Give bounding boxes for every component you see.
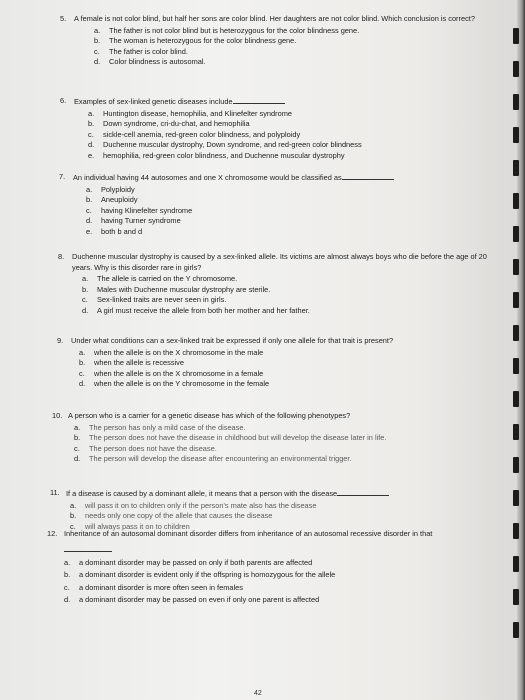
question-number: 5. — [60, 14, 67, 23]
option: b. The person does not have the disease in childhood but will develop the disease later in life. — [74, 433, 387, 443]
option: c. Sex-linked traits are never seen in girls. — [82, 295, 227, 305]
option: b. a dominant disorder is evident only if the offspring is homozygous for the allele — [64, 570, 336, 580]
question-11 — [50, 488, 506, 532]
question-stem: Inheritance of an autosomal dominant disorder differs from inheritance of an autosomal recessive disorder in that — [64, 529, 433, 538]
question-stem: Examples of sex-linked genetic diseases include — [74, 97, 233, 106]
question-number: 11. — [50, 488, 60, 497]
question-6 — [60, 96, 500, 162]
option: d. when the allele is on the Y chromosome in the female — [79, 379, 270, 389]
option: d. a dominant disorder may be passed on even if only one parent is affected — [64, 594, 320, 604]
option: a. Polyploidy — [86, 184, 135, 194]
question-stem: Under what conditions can a sex-linked trait be expressed if only one allele for that trait is present? — [71, 336, 394, 345]
option: e. hemophilia, red-green color blindness, and Duchenne muscular dystrophy — [88, 150, 345, 160]
question-9 — [57, 336, 505, 390]
question-10 — [52, 411, 507, 465]
option: c. will always pass it on to children — [70, 521, 190, 531]
option: a. Huntington disease, hemophilia, and Klinefelter syndrome — [88, 108, 292, 118]
option: b. when the allele is recessive — [79, 358, 184, 368]
question-8 — [58, 252, 506, 317]
question-12 — [47, 529, 517, 606]
option: a. The person has only a mild case of the disease. — [74, 422, 246, 432]
option: d. Color blindness is autosomal. — [94, 57, 206, 67]
option: a. The father is not color blind but is heterozygous for the color blindness gene. — [94, 25, 360, 35]
question-number: 9. — [57, 336, 64, 345]
option: e. both b and d — [86, 226, 143, 236]
option: b. Males with Duchenne muscular dystrophy are sterile. — [82, 284, 271, 294]
option: c. The person does not have the disease. — [74, 443, 217, 453]
question-number: 8. — [58, 252, 65, 261]
option: a. when the allele is on the X chromosome in the male — [79, 347, 264, 357]
option: d. Duchenne muscular dystrophy, Down syndrome, and red-green color blindness — [88, 140, 362, 150]
question-5 — [60, 14, 500, 68]
option: b. needs only one copy of the allele that causes the disease — [70, 511, 273, 521]
question-number: 6. — [60, 96, 67, 105]
option: d. The person will develop the disease after encountering an environmental trigger. — [74, 454, 352, 464]
option: a. a dominant disorder may be passed on only if both parents are affected — [64, 558, 313, 568]
option: a. will pass it on to children only if the person's mate also has the disease — [70, 500, 317, 510]
answer-blank[interactable] — [64, 544, 112, 552]
question-number: 10. — [52, 411, 63, 420]
binder-tabs — [513, 28, 519, 655]
answer-blank[interactable] — [337, 488, 389, 496]
question-stem: A female is not color blind, but half her sons are color blind. Her daughters are not color blind. Which conclusion is correct? — [74, 14, 475, 23]
option: b. Aneuploidy — [86, 195, 138, 205]
option: c. a dominant disorder is more often seen in females — [64, 582, 243, 592]
option: c. The father is color blind. — [94, 46, 188, 56]
option: b. Down syndrome, cri-du-chat, and hemophilia — [88, 119, 250, 129]
answer-blank[interactable] — [342, 172, 394, 180]
question-number: 12. — [47, 529, 58, 538]
option: c. when the allele is on the X chromosome in a female — [79, 368, 264, 378]
question-stem: An individual having 44 autosomes and one X chromosome would be classified as — [73, 173, 342, 182]
option: c. having Klinefelter syndrome — [86, 205, 193, 215]
question-number: 7. — [59, 172, 66, 181]
option: b. The woman is heterozygous for the color blindness gene. — [94, 36, 297, 46]
option: c. sickle-cell anemia, red-green color blindness, and polyploidy — [88, 129, 301, 139]
question-stem: Duchenne muscular dystrophy is caused by a sex-linked allele. Its victims are almost always boys who die before the age of 20 years. Why is this disorder rare in girls? — [72, 252, 487, 272]
option: a. The allele is carried on the Y chromosome. — [82, 274, 238, 284]
answer-blank[interactable] — [233, 96, 285, 104]
question-stem: If a disease is caused by a dominant allele, it means that a person with the disease — [66, 489, 338, 498]
question-stem: A person who is a carrier for a genetic disease has which of the following phenotypes? — [68, 411, 351, 420]
question-7 — [59, 172, 499, 238]
option: d. A girl must receive the allele from both her mother and her father. — [82, 305, 310, 315]
option: d. having Turner syndrome — [86, 216, 181, 226]
page-number: 42 — [254, 690, 262, 697]
